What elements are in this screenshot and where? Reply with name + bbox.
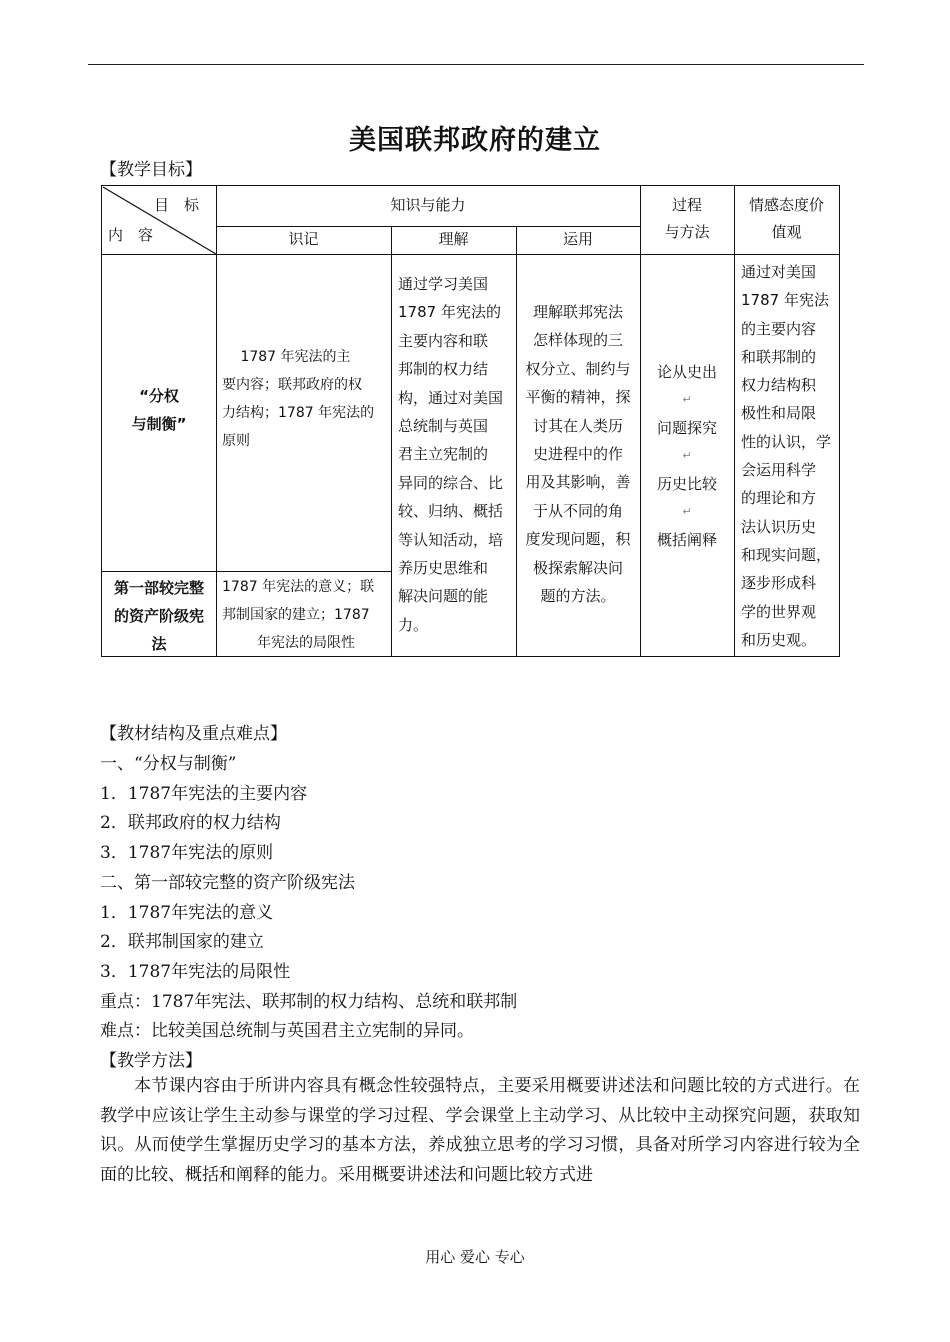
apply-cell: 理解联邦宪法 怎样体现的三 权分立、制约与 平衡的精神，探 讨其在人类历 史进程中的作 用及其影响，善 于从不同的角 度发现问题，积 极探索解决问 题的方法。	[525, 303, 631, 606]
outline-item: 2．联邦政府的权力结构	[100, 813, 281, 833]
outline-item: 二、第一部较完整的资产阶级宪法	[100, 873, 355, 893]
header-understand: 理解	[438, 230, 469, 248]
structure-heading: 【教材结构及重点难点】	[100, 724, 287, 744]
header-recall: 识记	[288, 230, 319, 248]
outline-item: 1．1787年宪法的意义	[100, 903, 274, 923]
row2-recall: 1787 年宪法的意义；联 邦制国家的建立；1787 年宪法的局限性	[222, 579, 375, 651]
header-content: 内 容	[108, 226, 154, 244]
header-goal: 目 标	[154, 196, 200, 214]
row2-label: 第一部较完整 的资产阶级宪 法	[113, 579, 204, 653]
method-heading: 【教学方法】	[100, 1051, 202, 1071]
process-cell: 论从史出 ↵ 问题探究 ↵ 历史比较 ↵ 概括阐释	[656, 363, 717, 549]
header-knowledge: 知识与能力	[390, 196, 466, 214]
outline-item: 3．1787年宪法的局限性	[100, 962, 291, 982]
objectives-table	[101, 185, 840, 657]
attitude-cell: 通过对美国 1787 年宪法 的主要内容 和联邦制的 权力结构积 极性和局限 性的认识，学 会运用科学 的理论和方 法认识历史 和现实问题， 逐步形成科 学的世界观 和历史观。	[741, 263, 832, 649]
understand-cell: 通过学习美国 1787 年宪法的 主要内容和联 邦制的权力结 构，通过对美国 总统制与英国 君主立宪制的 异同的综合、比 较、归纳、概括 等认知活动，培 养历史思维和 解决问题的能 力。	[398, 275, 504, 634]
header-process: 过程 与方法	[664, 196, 710, 241]
header-attitude: 情感态度价 值观	[748, 196, 824, 241]
outline-item: 1．1787年宪法的主要内容	[100, 784, 308, 804]
row1-recall: 1787 年宪法的主 要内容；联邦政府的权 力结构；1787 年宪法的 原则	[222, 349, 375, 449]
method-paragraph: 本节课内容由于所讲内容具有概念性较强特点，主要采用概要讲述法和问题比较的方式进行。在教学中应该让学生主动参与课堂的学习过程、学会课堂上主动学习、从比较中主动探究问题，获取知识。从而使学生掌握历史学习的基本方法，养成独立思考的学习习惯，具备对所学习内容进行较为全面的比较、概括和阐释的能力。采用概要讲述法和问题比较方式进	[100, 1076, 860, 1185]
page-footer: 用心 爱心 专心	[425, 1248, 525, 1266]
outline-item: 3．1787年宪法的原则	[100, 843, 274, 863]
page-title: 美国联邦政府的建立	[349, 125, 601, 156]
objectives-heading: 【教学目标】	[100, 160, 202, 180]
outline-item: 一、“分权与制衡”	[100, 754, 237, 774]
row1-label: “分权 与制衡”	[131, 387, 187, 433]
difficult-points: 难点：比较美国总统制与英国君主立宪制的异同。	[100, 1021, 474, 1041]
header-apply: 运用	[562, 230, 593, 248]
key-points: 重点：1787年宪法、联邦制的权力结构、总统和联邦制	[100, 992, 518, 1012]
header-rule	[88, 64, 864, 65]
outline-item: 2．联邦制国家的建立	[100, 932, 264, 952]
